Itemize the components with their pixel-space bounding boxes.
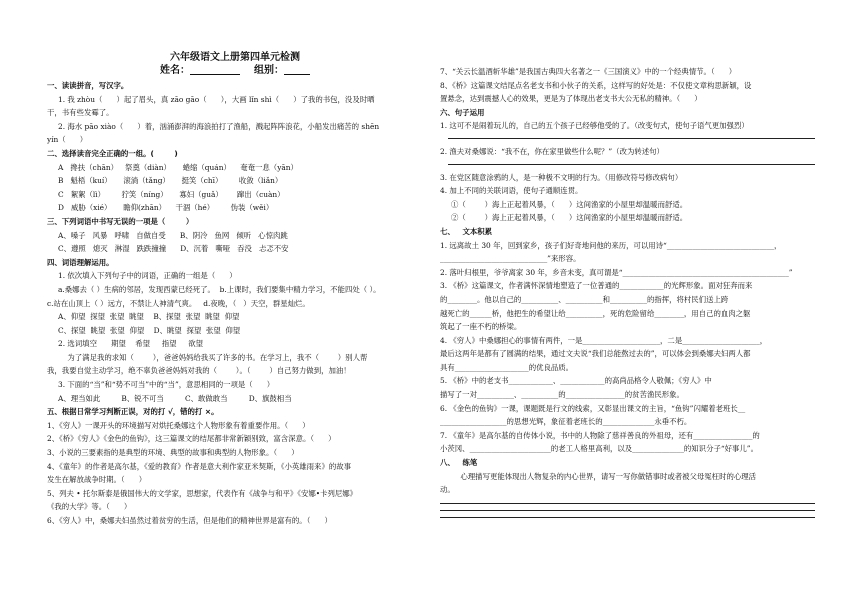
question-line: ②（ ）海上正起着风暴，（ ）这间渔家的小屋里却温暖而舒适。 [451,213,688,223]
section-heading: 一、读读拼音，写汉字。 [47,81,129,90]
question-line: A、嗓子 风暴 呼啸 自做自受 B、阴冷 鱼网 倾听 心惊肉跳 [58,230,288,240]
question-line: 4、《童年》的作者是高尔基，《爱的教育》作者是意大利作家亚米契斯，《小英雄雨来》的故事 [47,461,352,471]
question-line: 6. 《金色的鱼钩》一课，课题既是行文的线索，又彰显出课文的主旨，“鱼钩”闪耀着老班长__ [440,403,746,413]
question-line: 具有____________________的优良品质。 [440,362,574,372]
left-column [47,79,423,528]
exam-title-block [47,51,423,77]
question-line: C、遵照 熄灭 淋湿 跌跌撞撞 D、沉着 嘶哑 吞没 忐忑不安 [58,244,289,254]
question-line: ①（ ）海上正起着风暴，（ ）这间渔家的小屋里却温暖而舒适。 [451,199,688,209]
question-line: 最后这两年是都有了圆满的结果，通过文夫说“我们总能熬过去的”，可以体会到桑娜夫妇两人都 [440,349,751,359]
section-heading: 八、 练笔 [440,458,478,468]
question-line: A 搀扶（chān） 祭奠（diàn） 蜷缩（quán） 奄奄一息（yān） [58,162,298,172]
question-line: 2. 落叶归根里，爷爷离家 30 年，乡音未变，真可谓是“_____________________________________________” [440,267,793,277]
group-label: 组别： [253,65,284,76]
question-line: __________________的思想光辉，象征着老班长的______________永垂不朽。 [440,417,692,427]
question-line: 小茨冈、______________________的老工人格里高利，以及______________的知识分子“好事儿”。 [440,444,758,454]
question-line: 3. 下面的“当”和“势不可当”中的“当”，意思相同的一项是（ ） [58,380,275,390]
question-line: 的________。他以自己的__________、__________和__________的指挥，将村民们送上跨 [440,294,729,304]
exam-title: 六年级语文上册第四单元检测 [170,52,300,63]
question-line: 6、《穷人》中，桑娜夫妇虽然过着贫穷的生活，但是他们的精神世界是富有的。（ ） [47,516,332,525]
question-line: 越死亡的______桥，他把生的希望让给__________，死的危险留给________，用自己的血肉之躯 [440,308,751,318]
question-line: 1. 这可不是闹着玩儿的，自己的五个孩子已经够他受的了。（改变句式，使句子语气更加强烈） [440,121,749,131]
question-line: 干，书有些发霉了。 [47,108,114,118]
section-heading: 三、下列词语中书写无误的一项是（ ） [47,216,194,226]
question-line: 5、列夫 • 托尔斯泰是俄国伟大的文学家，思想家，代表作有《战争与和平》《安娜•卡列尼娜》 [47,488,358,498]
question-line: _____________________________”来形容。 [440,254,581,264]
question-line: A、仰望 探望 张望 眺望 B、探望 张望 眺望 仰望 [58,312,240,322]
question-line: 动。 [440,485,455,495]
question-line: 为了满足我的求知（ ），爸爸妈妈给我买了许多的书。在学习上，我不（ ）别人帮 [58,352,368,362]
section-heading: 四、词语理解运用。 [47,257,114,267]
question-line: yín（ ） [47,135,88,145]
question-line: 3. 《桥》这篇课文，作者满怀深情地塑造了一位普通的____________的光辉形象。面对狂奔而来 [440,281,753,291]
question-line: 我，我要自觉主动学习，绝不辜负爸爸妈妈对我的（ ）。（ ）自己努力做到，加油！ [47,366,351,376]
question-line: A、理当如此 B、锐不可当 C、敢做敢当 D、旗鼓相当 [58,393,292,403]
question-line: 4. 《穷人》中桑娜担心的事情有两件，一是_____________________，二是_____________________， [440,335,768,345]
question-line: 1. 远离故土 30 年，回到家乡，孩子们好奇地问他的来历，可以用诗“_____________________________， [440,240,782,250]
answer-line[interactable] [440,517,815,518]
name-blank[interactable] [190,64,240,75]
question-line: 5. 《桥》中的老支书____________、____________的高尚品格令人敬佩；《穷人》中 [440,376,712,386]
question-line: 2. 海水 pāo xiào（ ）着，汹涌澎湃的海浪拍打了渔船，溅起阵阵浪花，小船发出痛苦的 shēn [58,121,380,131]
question-line: 8、《桥》这篇课文结尾点名老支书和小伙子的关系，这样写的好处是：不仅使文章构思新颖，设 [440,80,752,90]
question-line: B 魁梧（kuí） 滚淌（tǎng） 挺笑（chī） 收敛（liǎn） [58,176,283,186]
question-line: 置悬念，达到震撼人心的效果，更是为了体现出老支书大公无私的精神。（ ） [440,94,702,104]
section-heading: 五、根据日常学习判断正误，对的打 √，错的打 ×。 [47,407,219,417]
question-line: 描写了一对__________、__________的________________的贫苦渔民形象。 [440,390,684,400]
question-line: 1、《穷人》一课开头的环境描写对烘托桑娜这个人物形象有着重要作用。（ ） [47,420,310,430]
question-line: D 威胁（xié） 瞻仰(zhān） 干涸（hé） 伪装（wěi） [58,203,274,213]
question-line: 4. 加上不同的关联词语，使句子通顺连贯。 [440,186,583,196]
question-line: C、探望 眺望 张望 仰望 D、眺望 探望 张望 仰望 [58,325,241,335]
answer-line[interactable] [440,510,815,511]
answer-line[interactable] [448,138,815,139]
question-line: 筑起了一座不朽的桥梁。 [440,322,522,332]
section-heading: 六、句子运用 [440,107,485,117]
section-heading: 二、选择读音完全正确的一组。( ) [47,148,178,158]
question-line: 1. 依次填入下列句子中的词语，正确的一组是（ ） [58,271,237,281]
question-line: C 絮絮（lì） 狞笑（níng） 寡妇（guǎ） 蹿出（cuàn） [58,189,285,199]
question-line: 7. 《童年》是高尔基的自传体小说，书中的人物除了慈祥善良的外祖母，还有________________的 [440,430,760,440]
question-line: 3. 在党区随意涂鸦的人，是一种极不文明的行为。（用修改符号修改病句） [440,172,683,182]
question-line: 2. 选词填空 期望 希望 指望 欲望 [58,339,204,349]
question-line: 3、小说的三要素指的是典型的环境、典型的故事和典型的人物形象。（ ） [47,448,299,458]
question-line: 2、《桥》《穷人》《金色的鱼钩》，这三篇课文的结尾都非常新颖别致，富含深意。（ ） [47,434,336,444]
question-line: 7、“关云长温酒斩华雄”是我国古典四大名著之一《三国演义》中的一个经典情节。（ ） [440,67,737,76]
question-line: 2. 渔夫对桑娜说：“我不在，你在家里做些什么呢？”（改为转述句） [440,146,664,156]
answer-line[interactable] [440,503,815,504]
question-line: 发生在解放战争时期。（ ） [47,475,147,485]
question-line: 心理描写更能体现出人物复杂的内心世界，请写一写你做错事时或者被父母冤枉时的心理活 [451,471,757,481]
question-line: 1. 我 zhòu（ ）起了眉头，真 zāo gāo（ ），大画 lǐn shì（ ）了我的书包，没及时晒 [58,94,375,104]
section-heading: 七、 文本积累 [440,226,493,236]
answer-line[interactable] [448,164,815,165]
group-blank[interactable] [284,64,310,75]
question-line: 《我的大学》等。（ ） [47,502,132,512]
question-line: c.站在山顶上（ ）远方，不禁让人神清气爽。 d.夜晚，（ ）天空，群星灿烂。 [47,298,310,308]
right-column [440,65,815,524]
student-info-line [47,64,423,77]
question-line: a.桑娜去（ ）生病的邻居，发现西蒙已经死了。 b.上课时，我们要集中精力学习，不能四处（ ）。 [58,284,381,294]
name-label: 姓名： [160,65,191,76]
